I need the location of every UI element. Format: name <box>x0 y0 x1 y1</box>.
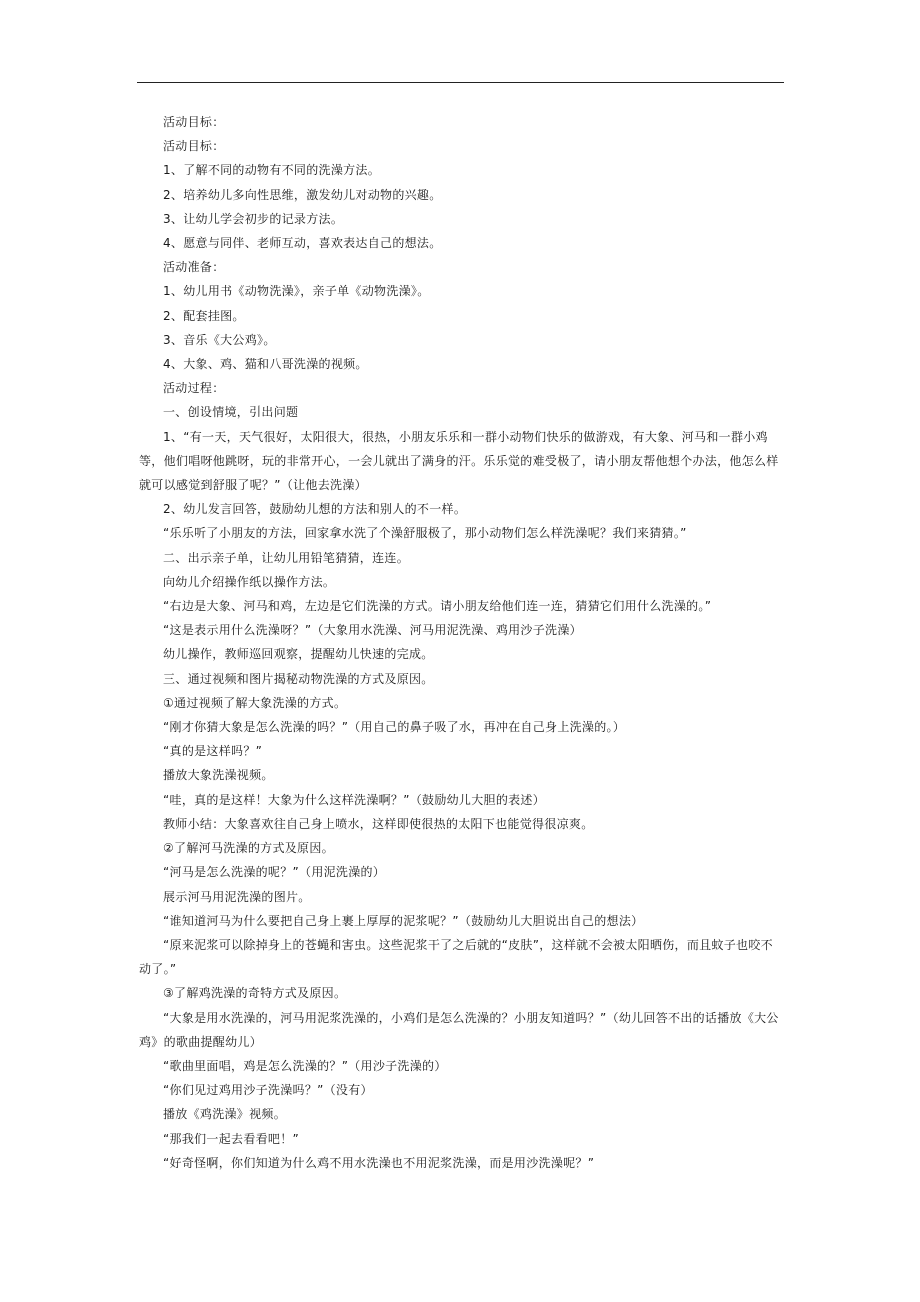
body-paragraph: “真的是这样吗？” <box>163 744 263 759</box>
section-heading: 一、创设情境，引出问题 <box>163 405 299 420</box>
body-paragraph: “歌曲里面唱，鸡是怎么洗澡的？”（用沙子洗澡的） <box>163 1058 447 1073</box>
body-paragraph: “原来泥浆可以除掉身上的苍蝇和害虫。这些泥浆干了之后就的“皮肤”，这样就不会被太阳晒伤，而且蚊子也咬不动了。” <box>139 937 773 977</box>
body-paragraph: 播放大象洗澡视频。 <box>163 768 274 783</box>
body-paragraph: “刚才你猜大象是怎么洗澡的吗？”（用自己的鼻子吸了水，再冲在自己身上洗澡的。） <box>163 720 626 735</box>
body-paragraph: 幼儿操作，教师巡回观察，提醒幼儿快速的完成。 <box>163 647 434 662</box>
body-paragraph: 1、“有一天，天气很好，太阳很大，很热，小朋友乐乐和一群小动物们快乐的做游戏，有大象、河马和一群小鸡等，他们唱呀他跳呀，玩的非常开心，一会儿就出了满身的汗。乐乐觉的难受极了，请小朋友帮他想个办法，他怎么样就可以感觉到舒服了呢？”（让他去洗澡） <box>139 429 779 493</box>
body-paragraph: “右边是大象、河马和鸡，左边是它们洗澡的方式。请小朋友给他们连一连，猜猜它们用什么洗澡的。” <box>163 599 712 614</box>
heading-goals: 活动目标： <box>163 115 225 129</box>
heading-process: 活动过程： <box>163 381 225 396</box>
document-body <box>139 110 784 1175</box>
header-rule <box>137 82 784 83</box>
preparation-item: 1、幼儿用书《动物洗澡》，亲子单《动物洗澡》。 <box>163 284 430 299</box>
subsection-heading: ③了解鸡洗澡的奇特方式及原因。 <box>163 986 347 1001</box>
goal-item: 4、愿意与同伴、老师互动，喜欢表达自己的想法。 <box>163 236 442 251</box>
section-heading: 二、出示亲子单，让幼儿用铅笔猜猜，连连。 <box>163 550 410 565</box>
subsection-heading: ①通过视频了解大象洗澡的方式。 <box>163 695 347 710</box>
subsection-heading: ②了解河马洗澡的方式及原因。 <box>163 841 334 856</box>
body-paragraph: 2、幼儿发言回答，鼓励幼儿想的方法和别人的不一样。 <box>163 502 467 517</box>
body-paragraph: 教师小结：大象喜欢往自己身上喷水，这样即使很热的太阳下也能觉得很凉爽。 <box>163 816 594 831</box>
body-paragraph: “大象是用水洗澡的，河马用泥浆洗澡的，小鸡们是怎么洗澡的？小朋友知道吗？”（幼儿回答不出的话播放《大公鸡》的歌曲提醒幼儿） <box>139 1010 779 1049</box>
body-paragraph: 展示河马用泥洗澡的图片。 <box>163 889 311 904</box>
body-paragraph: “乐乐听了小朋友的方法，回家拿水洗了个澡舒服极了，那小动物们怎么样洗澡呢？我们来猜猜。” <box>163 526 687 541</box>
body-paragraph: “那我们一起去看看吧！” <box>163 1131 300 1146</box>
goal-item: 3、让幼儿学会初步的记录方法。 <box>163 211 344 226</box>
body-paragraph: 播放《鸡洗澡》视频。 <box>163 1107 287 1122</box>
body-paragraph: “谁知道河马为什么要把自己身上裹上厚厚的泥浆呢？”（鼓励幼儿大胆说出自己的想法） <box>163 913 644 928</box>
heading-preparation: 活动准备： <box>163 260 225 275</box>
preparation-item: 4、大象、鸡、猫和八哥洗澡的视频。 <box>163 357 368 372</box>
goal-item: 1、了解不同的动物有不同的洗澡方法。 <box>163 163 381 178</box>
preparation-item: 3、音乐《大公鸡》。 <box>163 332 276 347</box>
body-paragraph: 向幼儿介绍操作纸以操作方法。 <box>163 574 336 589</box>
body-paragraph: “哇，真的是这样！大象为什么这样洗澡啊？”（鼓励幼儿大胆的表述） <box>163 792 546 807</box>
heading-goals-repeat: 活动目标： <box>163 139 225 154</box>
body-paragraph: “你们见过鸡用沙子洗澡吗？”（没有） <box>163 1083 373 1098</box>
body-paragraph: “河马是怎么洗澡的呢？”（用泥洗澡的） <box>163 865 386 880</box>
body-paragraph: “这是表示用什么洗澡呀？”（大象用水洗澡、河马用泥洗澡、鸡用沙子洗澡） <box>163 623 582 638</box>
goal-item: 2、培养幼儿多向性思维，激发幼儿对动物的兴趣。 <box>163 187 442 202</box>
body-paragraph: “好奇怪啊，你们知道为什么鸡不用水洗澡也不用泥浆洗澡，而是用沙洗澡呢？” <box>163 1155 595 1170</box>
preparation-item: 2、配套挂图。 <box>163 308 245 323</box>
section-heading: 三、通过视频和图片揭秘动物洗澡的方式及原因。 <box>163 671 434 686</box>
